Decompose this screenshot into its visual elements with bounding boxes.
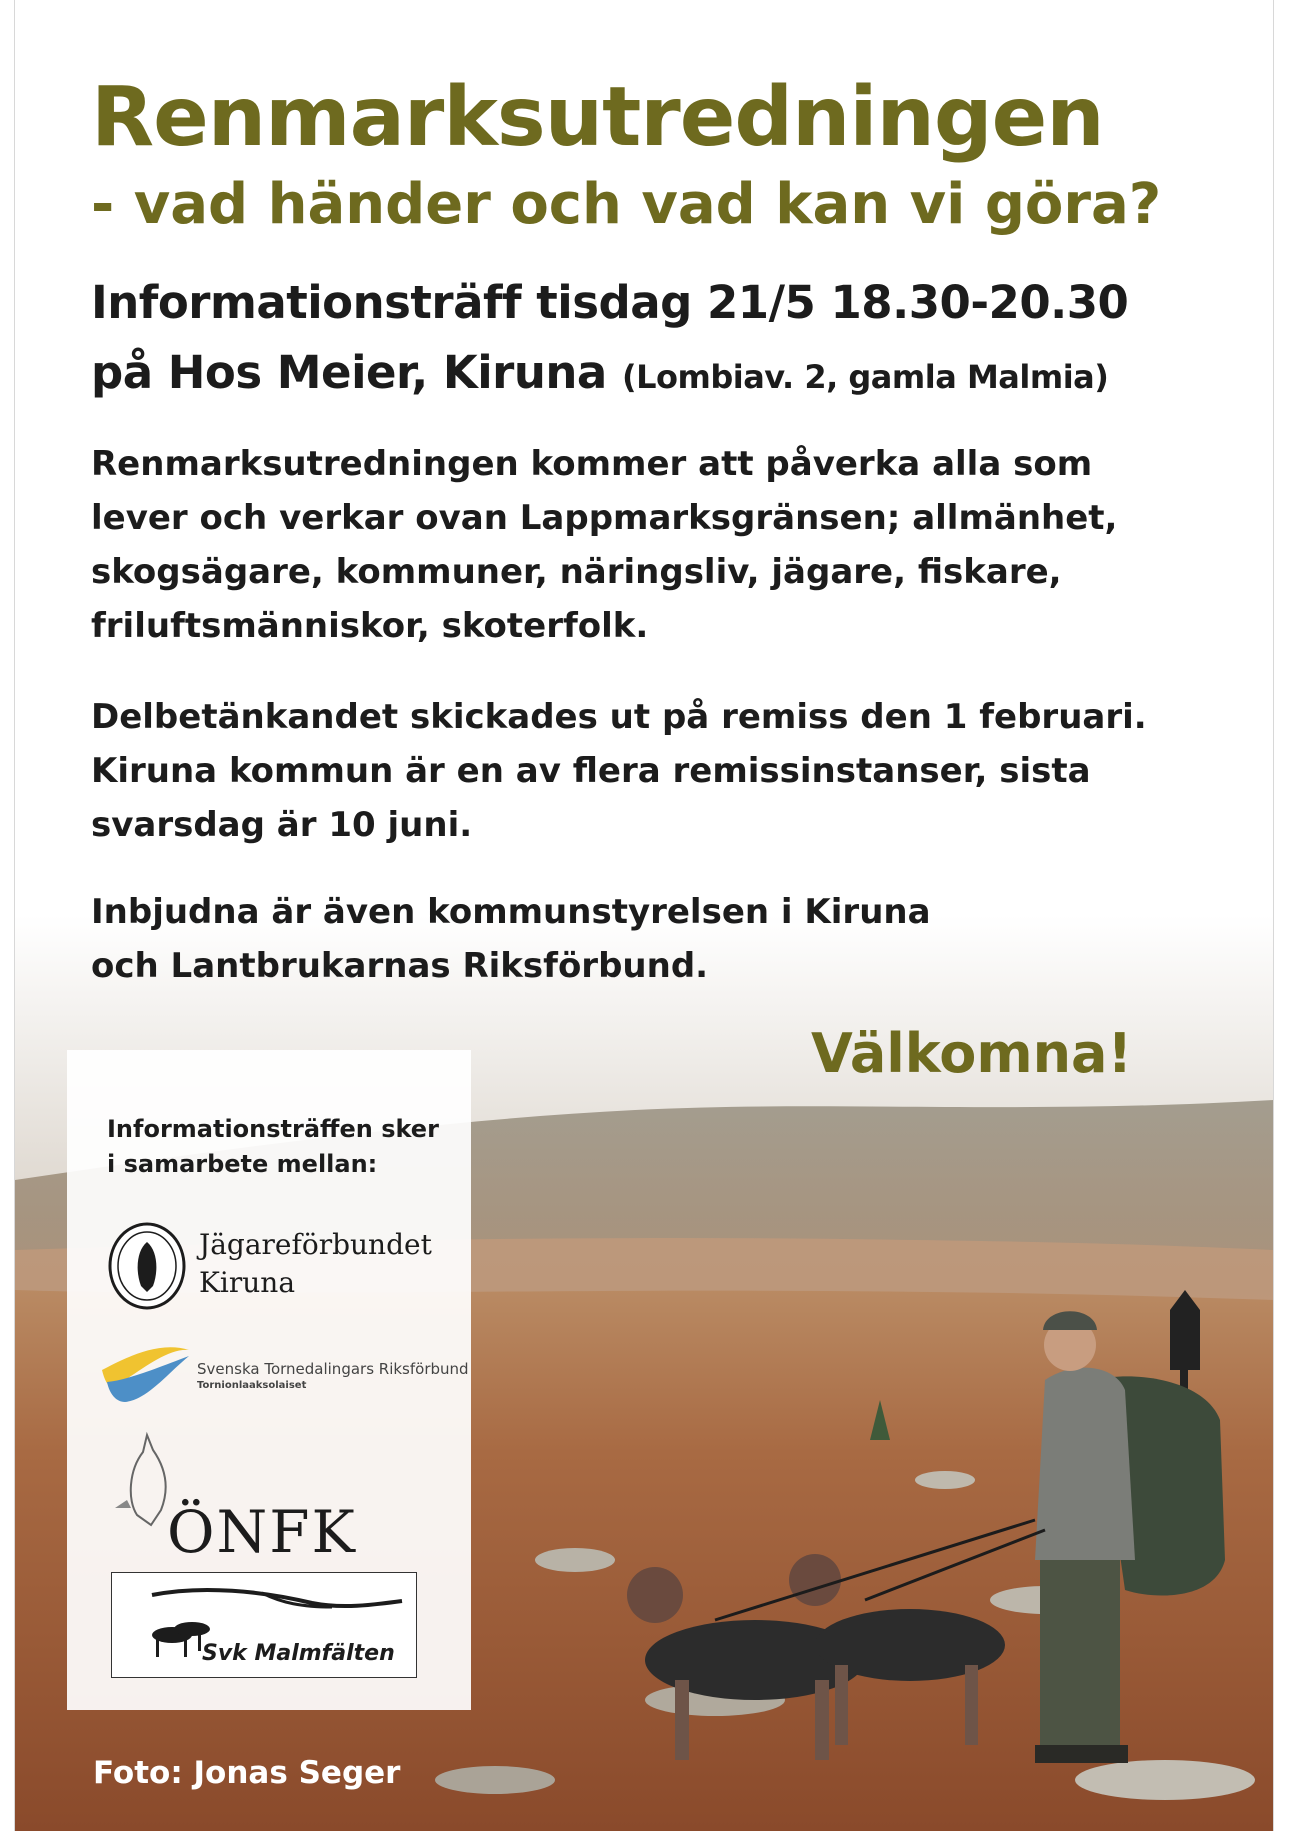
- photo-credit: Foto: Jonas Seger: [93, 1755, 401, 1791]
- paragraph-line: lever och verkar ovan Lappmarksgränsen; allmänhet,: [91, 498, 1118, 538]
- event-venue: på Hos Meier, Kiruna: [91, 346, 607, 399]
- welcome-text: Välkomna!: [811, 1022, 1133, 1085]
- event-address: (Lombiav. 2, gamla Malmia): [621, 358, 1109, 396]
- paragraph-remiss: [91, 690, 1147, 852]
- event-date-time: Informationsträff tisdag 21/5 18.30-20.30: [91, 276, 1129, 329]
- collaboration-heading: [107, 1112, 439, 1182]
- svk-name: Svk Malmfälten: [202, 1641, 395, 1666]
- collaboration-heading-line: i samarbete mellan:: [107, 1150, 378, 1178]
- jagareforbundet-logo: [107, 1220, 437, 1312]
- svk-malmfalten-logo: [111, 1572, 417, 1678]
- str-name: Svenska Tornedalingars Riksförbund: [197, 1360, 469, 1378]
- logo-text-line: Kiruna: [199, 1266, 296, 1299]
- paragraph-line: Kiruna kommun är en av flera remissinstanser, sista: [91, 751, 1091, 791]
- onfk-name: ÖNFK: [167, 1498, 357, 1566]
- paragraph-line: Inbjudna är även kommunstyrelsen i Kiruna: [91, 892, 931, 932]
- event-location: [91, 346, 1108, 399]
- page-title: Renmarksutredningen: [91, 70, 1104, 165]
- collaboration-panel: [67, 1050, 471, 1710]
- paragraph-line: friluftsmänniskor, skoterfolk.: [91, 606, 649, 646]
- logo-text-line: Jägareförbundet: [199, 1228, 432, 1261]
- str-logo: [97, 1330, 469, 1420]
- paragraph-line: skogsägare, kommuner, näringsliv, jägare, fiskare,: [91, 552, 1062, 592]
- paragraph-line: svarsdag är 10 juni.: [91, 805, 473, 845]
- eagle-seal-icon: [107, 1220, 187, 1312]
- str-subname: Tornionlaaksolaiset: [197, 1380, 307, 1391]
- paragraph-line: Renmarksutredningen kommer att påverka alla som: [91, 444, 1093, 484]
- page-subtitle: - vad händer och vad kan vi göra?: [91, 172, 1162, 237]
- jagareforbundet-name: [199, 1226, 432, 1302]
- paragraph-invited: [91, 885, 931, 993]
- str-swoosh-icon: [97, 1330, 197, 1410]
- onfk-logo: [107, 1430, 427, 1570]
- paragraph-impact: [91, 437, 1117, 653]
- paragraph-line: och Lantbrukarnas Riksförbund.: [91, 946, 709, 986]
- poster: [14, 0, 1274, 1831]
- collaboration-heading-line: Informationsträffen sker: [107, 1115, 439, 1143]
- paragraph-line: Delbetänkandet skickades ut på remiss den 1 februari.: [91, 697, 1147, 737]
